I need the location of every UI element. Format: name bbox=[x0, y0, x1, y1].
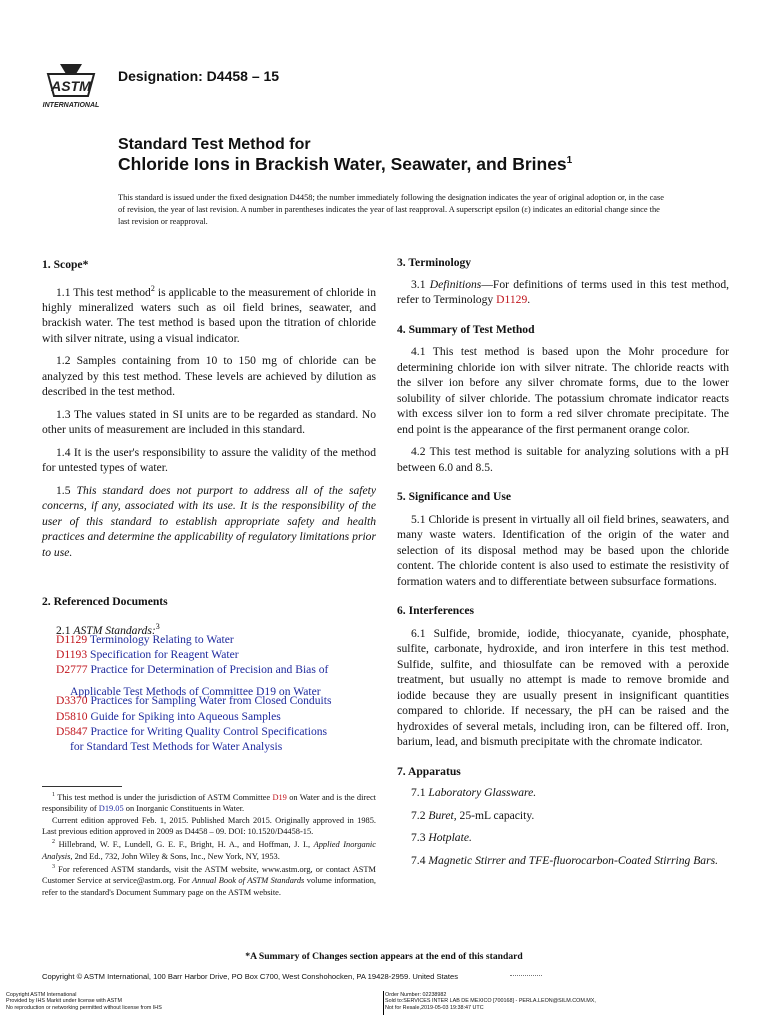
fn2-ital: Applied Inorganic Analysis bbox=[42, 840, 376, 861]
fn2-sup: 2 bbox=[52, 839, 55, 846]
footnote-1-edition: Current edition approved Feb. 1, 2015. Published March 2015. Originally approved in 1985. Last previous edition approved in 2009 as D4458 – 09. DOI: 10.1520/D4458-15. bbox=[42, 815, 376, 837]
apparatus-num: 7.4 bbox=[411, 853, 429, 867]
scope-p1-a: 1.1 This test method bbox=[56, 285, 151, 299]
apparatus-heading: 7. Apparatus bbox=[397, 764, 461, 778]
ref-code-link[interactable]: D2777 bbox=[56, 663, 88, 676]
ref-title-link[interactable]: Practice for Determination of Precision and Bias of bbox=[87, 663, 329, 676]
ref-code-link[interactable]: D5810 bbox=[56, 710, 88, 723]
terminology-p1 bbox=[397, 277, 729, 308]
fn1-b: on Water and is the direct responsibility of bbox=[42, 792, 376, 814]
fn1-subcommittee-link[interactable]: D19.05 bbox=[98, 804, 124, 814]
fn3-b: volume information, refer to the standard's Document Summary page on the ASTM website. bbox=[42, 876, 376, 897]
apparatus-item bbox=[397, 785, 729, 801]
refdocs-sub-sup: 3 bbox=[155, 621, 160, 631]
order-line: Not for Resale,2019-05-03 19:38:47 UTC bbox=[385, 1004, 484, 1011]
ref-title-link[interactable]: for Standard Test Methods for Water Analysis bbox=[70, 740, 283, 753]
term-d1129-link[interactable]: D1129 bbox=[496, 293, 528, 306]
ref-title-link[interactable]: Specification for Reagent Water bbox=[87, 648, 239, 661]
significance-heading: 5. Significance and Use bbox=[397, 490, 512, 503]
logo-text: ASTM bbox=[51, 78, 91, 94]
ref-title-link[interactable]: Practice for Writing Quality Control Specifications bbox=[87, 725, 328, 738]
scope-p2: 1.2 Samples containing from 10 to 150 mg of chloride can be analyzed by this test method. These levels are achieved by dilution as described in the test method. bbox=[42, 354, 376, 399]
ref-item[interactable] bbox=[56, 724, 327, 739]
scope-p3: 1.3 The values stated in SI units are to be regarded as standard. No other units of measurement are included in this standard. bbox=[42, 407, 376, 437]
summary-heading: 4. Summary of Test Method bbox=[397, 322, 535, 336]
interferences-heading: 6. Interferences bbox=[397, 604, 475, 617]
scope-heading: 1. Scope* bbox=[42, 258, 89, 271]
logo-sub-text: INTERNATIONAL bbox=[42, 102, 100, 109]
apparatus-item bbox=[397, 830, 729, 846]
ref-title-link[interactable]: Applicable Test Methods of Committee D19 on Water bbox=[70, 685, 321, 698]
scope-p1-sup: 2 bbox=[150, 283, 155, 293]
ref-code-link[interactable]: D3370 bbox=[56, 694, 88, 707]
refdocs-sub-num: 2.1 bbox=[56, 623, 74, 637]
footnote-2 bbox=[42, 837, 376, 862]
terminology-heading: 3. Terminology bbox=[397, 256, 472, 269]
fn2-b: , 2nd Ed., 732, John Wiley & Sons, Inc., New York, NY, 1953. bbox=[70, 851, 280, 861]
term-p1-text: —For definitions of terms used in this test method, refer to Terminology bbox=[397, 277, 730, 306]
fn3-ital: Annual Book of ASTM Standards bbox=[192, 876, 305, 886]
apparatus-label: Laboratory Glassware. bbox=[428, 786, 537, 799]
ref-item[interactable] bbox=[56, 647, 239, 662]
fn2-a: Hillebrand, W. F., Lundell, G. E. F., Bright, H. A., and Hoffman, J. I., bbox=[55, 840, 314, 850]
scope-p1 bbox=[42, 281, 376, 347]
refdocs-heading: 2. Referenced Documents bbox=[42, 595, 168, 608]
dotted-rule bbox=[510, 975, 542, 976]
fn1-sup: 1 bbox=[52, 792, 55, 798]
license-line: Copyright ASTM International bbox=[6, 992, 77, 998]
ref-item-continuation[interactable] bbox=[70, 739, 282, 754]
significance-p1: 5.1 Chloride is present in virtually all oil field brines, seawaters, and many waste waters. Identification of the origin of the water and selection of its disposal method may be based upon the chloride content. The chloride content is also used to estimate the resistivity of formation waters and to differentiate between subsurface formations. bbox=[397, 512, 729, 588]
fn1-a: This test method is under the jurisdiction of ASTM Committee bbox=[55, 792, 273, 802]
order-line: Order Number: 02238982 bbox=[385, 992, 447, 998]
scope-p5-num: 1.5 bbox=[56, 483, 77, 497]
fn1-c: on Inorganic Constituents in Water. bbox=[123, 804, 245, 814]
ref-item[interactable] bbox=[56, 632, 234, 647]
apparatus-rest: 25-mL capacity. bbox=[456, 808, 535, 822]
license-right bbox=[385, 992, 596, 1011]
license-divider bbox=[383, 991, 384, 1015]
astm-logo bbox=[30, 58, 112, 110]
ref-code-link[interactable]: D5847 bbox=[56, 725, 88, 738]
license-line: No reproduction or networking permitted without license from IHS bbox=[6, 1004, 162, 1011]
license-left bbox=[6, 992, 162, 1011]
intro-note: This standard is issued under the fixed designation D4458; the number immediately following the designation indicates the year of original adoption or, in the case of revision, the year of last revision. A number in parentheses indicates the year of last reapproval. A superscript epsilon (ε) indicates an editorial change since the last revision or reapproval. bbox=[118, 193, 665, 226]
ref-item[interactable] bbox=[56, 693, 331, 708]
apparatus-num: 7.1 bbox=[411, 786, 429, 799]
apparatus-num: 7.3 bbox=[411, 831, 429, 844]
ref-title-link[interactable]: Terminology Relating to Water bbox=[87, 633, 234, 646]
title-text: Chloride Ions in Brackish Water, Seawater, and Brines bbox=[118, 154, 567, 174]
ref-title-link[interactable]: Practices for Sampling Water from Closed Conduits bbox=[87, 694, 332, 707]
right-column bbox=[397, 255, 729, 868]
apparatus-label: Hotplate. bbox=[428, 831, 472, 844]
ref-item[interactable] bbox=[56, 709, 281, 724]
footnote-3 bbox=[42, 862, 376, 898]
ref-code-link[interactable]: D1193 bbox=[56, 648, 88, 661]
term-p1-num: 3.1 bbox=[411, 277, 430, 291]
title-line2 bbox=[118, 154, 572, 175]
copyright-line: Copyright © ASTM International, 100 Barr Harbor Drive, PO Box C700, West Conshohocken, PA 19428-2959. United States bbox=[42, 972, 459, 981]
fn3-sup: 3 bbox=[52, 864, 55, 871]
apparatus-num: 7.2 bbox=[411, 808, 429, 822]
footnotes bbox=[42, 790, 376, 898]
fn1-committee-link[interactable]: D19 bbox=[272, 792, 287, 802]
ref-title-link[interactable]: Guide for Spiking into Aqueous Samples bbox=[87, 710, 281, 723]
apparatus-item bbox=[397, 808, 729, 824]
interferences-p1: 6.1 Sulfide, bromide, iodide, thiocyanate, cyanide, phosphate, sulfite, carbonate, hydroxide, and iron interfere in this test method. Sulfide, sulfite, and thiosulfate can be removed with a peroxide treatment, but usually no attempt is made to remove bromide and iodide because they are usually present in insignificant quantities compared to chloride. If necessary, the pH can be raised and the hydroxides of several metals, including iron, can be filtered off. Iron, barium, lead, and bismuth precipitate with the chromate indicator. bbox=[397, 626, 729, 748]
scope-p4: 1.4 It is the user's responsibility to assure the validity of the method for untested types of water. bbox=[42, 445, 376, 475]
apparatus-item bbox=[397, 853, 729, 869]
title-footnote-mark: 1 bbox=[566, 155, 573, 167]
ref-code-link[interactable]: D1129 bbox=[56, 633, 88, 646]
section-scope bbox=[42, 257, 376, 560]
ref-item[interactable] bbox=[56, 662, 328, 677]
scope-p1-b: is applicable to the measurement of chloride in highly mineralized waters such as oil field brines, seawater, and brackish water. The test method is based upon the titration of chloride with silver nitrate, using a visual indicator. bbox=[42, 285, 376, 345]
summary-p1: 4.1 This test method is based upon the Mohr procedure for determining chloride ion with silver nitrate. The chloride reacts with the silver ion before any silver chromate forms, due to the lower solubility of silver chloride. The potassium chromate indicator reacts with excess silver ion to form a red silver chromate precipitate. The end point is the appearance of the first permanent orange color. bbox=[397, 345, 729, 436]
summary-of-changes-note: *A Summary of Changes section appears at the end of this standard bbox=[245, 951, 523, 962]
apparatus-label: Magnetic Stirrer and TFE-fluorocarbon-Coated Stirring Bars. bbox=[428, 853, 719, 867]
designation: Designation: D4458 – 15 bbox=[118, 68, 280, 84]
apparatus-label: Buret, bbox=[428, 808, 457, 822]
term-p1-label: Definitions bbox=[429, 277, 482, 291]
term-p1-end: . bbox=[527, 293, 531, 306]
title-line1: Standard Test Method for bbox=[118, 136, 311, 153]
refdocs-sub-label: ASTM Standards: bbox=[73, 623, 156, 637]
fn3-a: For referenced ASTM standards, visit the ASTM website, www.astm.org, or contact ASTM Customer Service at service@astm.org. For bbox=[42, 864, 376, 886]
footnote-1 bbox=[42, 790, 376, 815]
order-line: Sold to:SERVICES INTER LAB DE MEXICO [700168] - PERLA.LEON@SILM.COM.MX, bbox=[385, 998, 596, 1005]
scope-p5 bbox=[42, 483, 376, 561]
scope-p5-text: This standard does not purport to address all of the safety concerns, if any, associated with its use. It is the responsibility of the user of this standard to establish appropriate safety and health practices and determine the applicability of regulatory limitations prior to use. bbox=[42, 483, 377, 559]
license-line: Provided by IHS Markit under license with ASTM bbox=[6, 998, 122, 1005]
footnote-divider bbox=[42, 786, 122, 787]
summary-p2: 4.2 This test method is suitable for analyzing solutions with a pH between 6.0 and 8.5. bbox=[397, 445, 729, 474]
